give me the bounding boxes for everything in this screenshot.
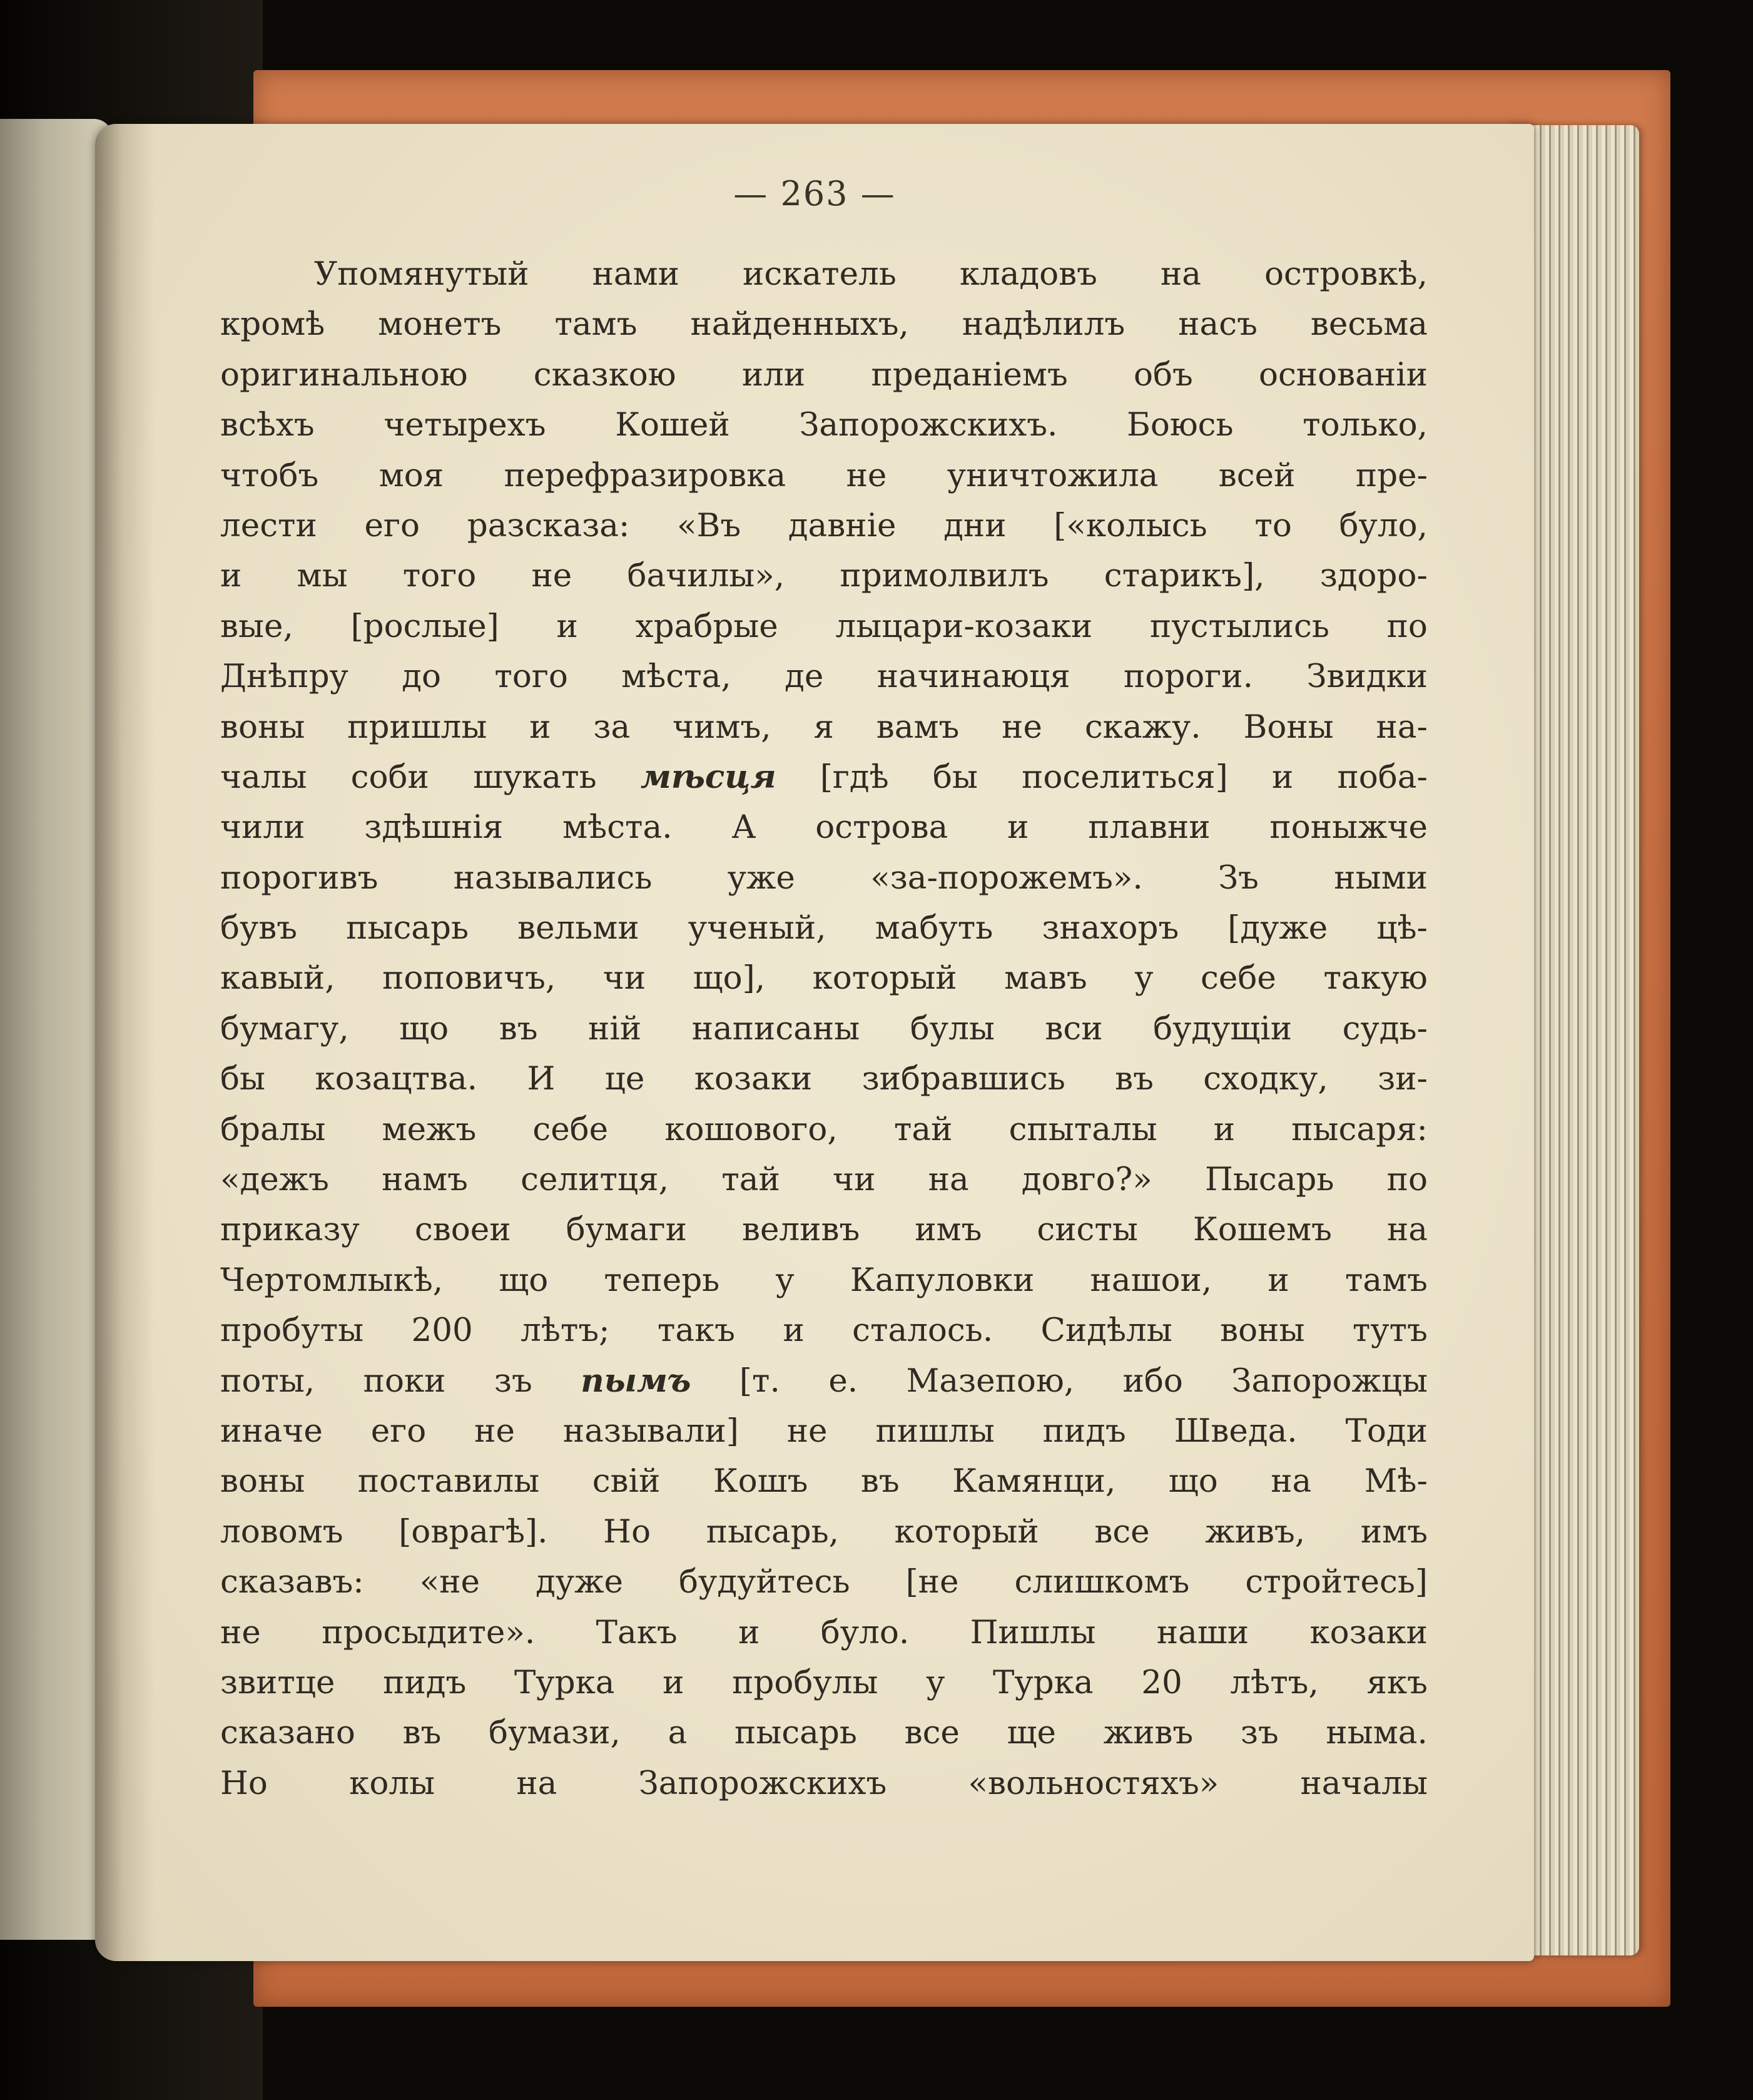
- word: мѣста.: [562, 808, 673, 847]
- word: только,: [1303, 406, 1428, 444]
- word: живъ,: [1205, 1512, 1306, 1551]
- word: дуже: [536, 1563, 623, 1601]
- word: и: [529, 708, 551, 746]
- word: колы: [349, 1764, 435, 1802]
- word: цѣ-: [1376, 909, 1428, 947]
- word: воны: [220, 708, 305, 746]
- word: Боюсь: [1126, 406, 1234, 444]
- page-gutter-shadow: [95, 124, 155, 1961]
- text-line: [220, 1305, 1428, 1355]
- word: Тоди: [1345, 1412, 1428, 1450]
- word: на: [1160, 255, 1201, 293]
- word: «вольностяхъ»: [968, 1764, 1219, 1802]
- word: уничтожила: [947, 456, 1159, 494]
- word: Днѣпру: [220, 658, 348, 696]
- body-text: [220, 249, 1428, 1808]
- text-line: [220, 953, 1428, 1003]
- word: не: [474, 1412, 515, 1450]
- word: Сидѣлы: [1040, 1312, 1172, 1350]
- word: тутъ: [1352, 1312, 1428, 1350]
- word: будущіи: [1153, 1009, 1293, 1047]
- word: що: [1168, 1462, 1218, 1501]
- word: було,: [1339, 506, 1428, 544]
- word: якъ: [1366, 1663, 1428, 1701]
- word: Запорожскихъ.: [799, 406, 1058, 444]
- word: бумагу,: [220, 1009, 349, 1047]
- word: Запорожцы: [1231, 1362, 1428, 1400]
- word: вамъ: [876, 708, 960, 746]
- word: «не: [419, 1563, 480, 1601]
- word: сталось.: [852, 1312, 993, 1350]
- word: [рослые]: [350, 607, 499, 645]
- word: въ: [499, 1009, 538, 1047]
- word: бачилы»,: [627, 557, 785, 595]
- text-line: [220, 752, 1428, 802]
- word: чили: [220, 808, 305, 847]
- word: храбрые: [635, 607, 778, 645]
- word: всѣхъ: [220, 406, 315, 444]
- word: такъ: [657, 1312, 736, 1350]
- word: тай: [893, 1110, 953, 1148]
- word: «дежъ: [220, 1161, 329, 1199]
- word: и: [1007, 808, 1029, 847]
- word: сказкою: [533, 355, 676, 394]
- word: искатель: [743, 255, 897, 293]
- word: чтобъ: [220, 456, 319, 494]
- word: [оврагѣ].: [399, 1512, 548, 1551]
- word: преданіемъ: [871, 355, 1068, 394]
- word: 200: [411, 1312, 473, 1350]
- word: монетъ: [378, 305, 502, 344]
- word: дни: [943, 506, 1007, 544]
- word: имъ: [915, 1211, 982, 1249]
- word: лыцари-козаки: [835, 607, 1093, 645]
- text-line: [220, 1205, 1428, 1255]
- word: Такъ: [596, 1613, 678, 1651]
- word: весьма: [1310, 305, 1428, 344]
- word: себе: [532, 1110, 609, 1148]
- text-line: [220, 400, 1428, 450]
- word: я: [813, 708, 834, 746]
- text-line: [220, 1456, 1428, 1506]
- word: е.: [828, 1362, 858, 1400]
- word: бумаги: [566, 1211, 687, 1249]
- word: де: [785, 658, 824, 696]
- word: въ: [860, 1462, 900, 1501]
- word: основаніи: [1258, 355, 1428, 394]
- word: пришлы: [347, 708, 487, 746]
- word: будуйтесь: [679, 1563, 850, 1601]
- word: мѣсця: [640, 758, 776, 796]
- word: вси: [1045, 1009, 1103, 1047]
- text-line: [220, 551, 1428, 601]
- word: знахоръ: [1042, 909, 1179, 947]
- word: и: [783, 1312, 805, 1350]
- word: пишлы: [875, 1412, 995, 1450]
- word: ными: [1334, 859, 1428, 897]
- word: и: [556, 607, 578, 645]
- word: нами: [592, 255, 679, 293]
- word: зъ: [1240, 1714, 1279, 1752]
- word: було.: [820, 1613, 910, 1651]
- word: того: [402, 557, 477, 595]
- word: сказано: [220, 1714, 355, 1752]
- word: стройтесь]: [1245, 1563, 1428, 1601]
- word: себе: [1201, 959, 1276, 997]
- word: давніе: [788, 506, 897, 544]
- word: и: [1213, 1110, 1236, 1148]
- word: чи: [833, 1161, 876, 1199]
- word: Звидки: [1306, 658, 1428, 696]
- word: написаны: [691, 1009, 860, 1047]
- word: иначе: [220, 1412, 323, 1450]
- word: ще: [1007, 1714, 1056, 1752]
- word: ибо: [1122, 1362, 1183, 1400]
- word: и: [738, 1613, 760, 1651]
- word: не: [531, 557, 572, 595]
- word: шукать: [473, 758, 597, 796]
- word: пре-: [1355, 456, 1428, 494]
- word: всей: [1218, 456, 1296, 494]
- word: и: [663, 1663, 684, 1701]
- word: у: [775, 1261, 795, 1299]
- word: называли]: [562, 1412, 739, 1450]
- word: воны: [220, 1462, 305, 1501]
- word: систы: [1037, 1211, 1138, 1249]
- word: Упомянутый: [314, 255, 529, 293]
- text-line: [220, 1608, 1428, 1658]
- word: кошового,: [664, 1110, 838, 1148]
- word: на-: [1376, 708, 1428, 746]
- word: соби: [350, 758, 429, 796]
- word: и: [1268, 1261, 1289, 1299]
- word: зибравшись: [861, 1060, 1065, 1098]
- text-line: [220, 853, 1428, 903]
- word: здоро-: [1319, 557, 1428, 595]
- word: [т.: [739, 1362, 780, 1400]
- word: Мѣ-: [1364, 1462, 1428, 1501]
- word: свій: [592, 1462, 661, 1501]
- word: бувъ: [220, 909, 298, 947]
- word: намъ: [382, 1161, 468, 1199]
- word: Турка: [993, 1663, 1094, 1701]
- word: козаки: [694, 1060, 813, 1098]
- word: который: [894, 1512, 1039, 1551]
- word: на: [1386, 1211, 1428, 1249]
- word: насъ: [1178, 305, 1258, 344]
- word: бумази,: [489, 1714, 621, 1752]
- word: Но: [603, 1512, 651, 1551]
- word: пысаря:: [1291, 1110, 1428, 1148]
- word: чимъ,: [673, 708, 771, 746]
- word: все: [904, 1714, 960, 1752]
- word: чалы: [220, 758, 307, 796]
- word: все: [1094, 1512, 1150, 1551]
- word: пороги.: [1123, 658, 1253, 696]
- word: порогивъ: [220, 859, 379, 897]
- word: лести: [220, 506, 317, 544]
- word: Запорожскихъ: [638, 1764, 887, 1802]
- word: и: [1271, 758, 1294, 796]
- word: межъ: [382, 1110, 477, 1148]
- text-line: [220, 1758, 1428, 1808]
- word: що],: [693, 959, 766, 997]
- word: въ: [402, 1714, 442, 1752]
- word: мавъ: [1004, 959, 1087, 997]
- word: пустылись: [1149, 607, 1329, 645]
- text-line: [220, 601, 1428, 651]
- word: своеи: [414, 1211, 511, 1249]
- word: вельми: [517, 909, 639, 947]
- word: Кошей: [615, 406, 730, 444]
- text-line: [220, 249, 1428, 299]
- text-line: [220, 1658, 1428, 1708]
- word: ученый,: [688, 909, 826, 947]
- word: булы: [910, 1009, 995, 1047]
- word: примолвилъ: [840, 557, 1049, 595]
- word: скажу.: [1084, 708, 1201, 746]
- word: началы: [1300, 1764, 1428, 1802]
- word: довго?»: [1021, 1161, 1152, 1199]
- word: слишкомъ: [1014, 1563, 1190, 1601]
- word: на: [516, 1764, 557, 1802]
- word: це: [604, 1060, 645, 1098]
- word: що: [399, 1009, 449, 1047]
- word: здѣшнія: [364, 808, 504, 847]
- word: лѣтъ;: [521, 1312, 610, 1350]
- word: уже: [727, 859, 795, 897]
- text-line: [220, 451, 1428, 501]
- word: пидъ: [1042, 1412, 1126, 1450]
- word: мабуть: [875, 909, 993, 947]
- word: оригинальною: [220, 355, 468, 394]
- word: того: [494, 658, 568, 696]
- word: за: [593, 708, 631, 746]
- word: Кошъ: [713, 1462, 808, 1501]
- word: приказу: [220, 1211, 360, 1249]
- word: бы: [932, 758, 978, 796]
- word: Пишлы: [970, 1613, 1096, 1651]
- word: поселиться]: [1022, 758, 1228, 796]
- word: Кошемъ: [1192, 1211, 1332, 1249]
- word: пидъ: [383, 1663, 467, 1701]
- word: чи: [602, 959, 646, 997]
- word: «Въ: [677, 506, 741, 544]
- word: бралы: [220, 1110, 326, 1148]
- word: старикъ],: [1104, 557, 1265, 595]
- word: Капуловки: [850, 1261, 1035, 1299]
- word: Камянци,: [952, 1462, 1116, 1501]
- word: въ: [1115, 1060, 1154, 1098]
- word: не: [1002, 708, 1042, 746]
- word: по: [1386, 607, 1428, 645]
- text-line: [220, 903, 1428, 953]
- word: на: [1271, 1462, 1312, 1501]
- word: который: [812, 959, 957, 997]
- word: тай: [721, 1161, 780, 1199]
- word: поповичъ,: [382, 959, 556, 997]
- word: такую: [1323, 959, 1428, 997]
- word: пысарь: [346, 909, 469, 947]
- word: разсказа:: [467, 506, 630, 544]
- word: объ: [1133, 355, 1193, 394]
- text-line: [220, 1708, 1428, 1758]
- word: що: [499, 1261, 549, 1299]
- text-line: [220, 1255, 1428, 1305]
- word: а: [668, 1714, 688, 1752]
- word: у: [1134, 959, 1154, 997]
- word: четырехъ: [384, 406, 546, 444]
- word: и: [220, 557, 242, 595]
- text-line: [220, 299, 1428, 349]
- word: Зъ: [1218, 859, 1259, 897]
- word: сказавъ:: [220, 1563, 364, 1601]
- word: зъ: [494, 1362, 532, 1400]
- word: зи-: [1378, 1060, 1428, 1098]
- word: живъ: [1103, 1714, 1194, 1752]
- word: веливъ: [741, 1211, 860, 1249]
- word: ній: [588, 1009, 642, 1047]
- text-line: [220, 1507, 1428, 1557]
- word: козаки: [1309, 1613, 1428, 1651]
- word: плавни: [1088, 808, 1211, 847]
- word: А: [731, 808, 756, 847]
- word: Турка: [514, 1663, 615, 1701]
- word: тамъ: [554, 305, 638, 344]
- word: мѣста,: [621, 658, 731, 696]
- word: [дуже: [1227, 909, 1328, 947]
- word: островкѣ,: [1264, 255, 1428, 293]
- word: [гдѣ: [820, 758, 889, 796]
- book-page: [95, 124, 1534, 1961]
- word: пробуты: [220, 1312, 364, 1350]
- text-line: [220, 1406, 1428, 1456]
- word: назывались: [453, 859, 653, 897]
- text-line: [220, 802, 1428, 852]
- word: поба-: [1337, 758, 1428, 796]
- word: теперь: [604, 1261, 720, 1299]
- word: поныжче: [1269, 808, 1428, 847]
- word: не: [846, 456, 887, 494]
- word: Чертомлыкѣ,: [220, 1261, 444, 1299]
- word: у: [926, 1663, 945, 1701]
- word: поки: [363, 1362, 446, 1400]
- word: просыдите».: [322, 1613, 536, 1651]
- word: на: [928, 1161, 969, 1199]
- word: звитце: [220, 1663, 335, 1701]
- word: селитця,: [521, 1161, 669, 1199]
- text-line: [220, 1356, 1428, 1406]
- word: кромѣ: [220, 305, 325, 344]
- word: острова: [815, 808, 948, 847]
- word: [«колысь: [1054, 506, 1207, 544]
- text-line: [220, 1557, 1428, 1607]
- word: надѣлилъ: [962, 305, 1125, 344]
- word: пысарь: [734, 1714, 857, 1752]
- word: по: [1386, 1161, 1428, 1199]
- word: до: [402, 658, 441, 696]
- word: нашои,: [1090, 1261, 1212, 1299]
- word: поставилы: [357, 1462, 540, 1501]
- text-line: [220, 1054, 1428, 1104]
- word: ныма.: [1326, 1714, 1428, 1752]
- word: И: [527, 1060, 556, 1098]
- text-line: [220, 702, 1428, 752]
- word: его: [370, 1412, 427, 1450]
- word: ловомъ: [220, 1512, 343, 1551]
- word: воны: [1220, 1312, 1305, 1350]
- word: имъ: [1360, 1512, 1428, 1551]
- text-line: [220, 350, 1428, 400]
- word: найденныхъ,: [690, 305, 909, 344]
- word: лѣтъ,: [1230, 1663, 1319, 1701]
- word: спыталы: [1009, 1110, 1157, 1148]
- word: моя: [379, 456, 444, 494]
- word: козацтва.: [315, 1060, 478, 1098]
- word: сходку,: [1203, 1060, 1328, 1098]
- text-line: [220, 1004, 1428, 1054]
- word: начинаюця: [876, 658, 1070, 696]
- word: не: [220, 1613, 261, 1651]
- word: Но: [220, 1764, 268, 1802]
- word: не: [786, 1412, 828, 1450]
- word: поты,: [220, 1362, 315, 1400]
- word: пымъ: [581, 1362, 691, 1400]
- word: перефразировка: [504, 456, 786, 494]
- word: пробулы: [732, 1663, 878, 1701]
- word: пысарь,: [706, 1512, 839, 1551]
- text-line: [220, 651, 1428, 701]
- word: то: [1254, 506, 1292, 544]
- word: «за-порожемъ».: [870, 859, 1143, 897]
- word: [не: [905, 1563, 959, 1601]
- word: вые,: [220, 607, 293, 645]
- word: тамъ: [1344, 1261, 1428, 1299]
- word: Шведа.: [1174, 1412, 1298, 1450]
- word: Мазепою,: [906, 1362, 1075, 1400]
- text-line: [220, 1104, 1428, 1154]
- word: бы: [220, 1060, 265, 1098]
- word: наши: [1156, 1613, 1249, 1651]
- word: мы: [297, 557, 348, 595]
- text-line: [220, 501, 1428, 551]
- word: кладовъ: [959, 255, 1097, 293]
- word: его: [364, 506, 420, 544]
- word: судь-: [1342, 1009, 1428, 1047]
- word: 20: [1141, 1663, 1182, 1701]
- text-line: [220, 1154, 1428, 1205]
- word: Воны: [1243, 708, 1334, 746]
- page-number: — 263 —: [733, 174, 896, 213]
- word: или: [741, 355, 806, 394]
- word: кавый,: [220, 959, 335, 997]
- word: Пысарь: [1204, 1161, 1334, 1199]
